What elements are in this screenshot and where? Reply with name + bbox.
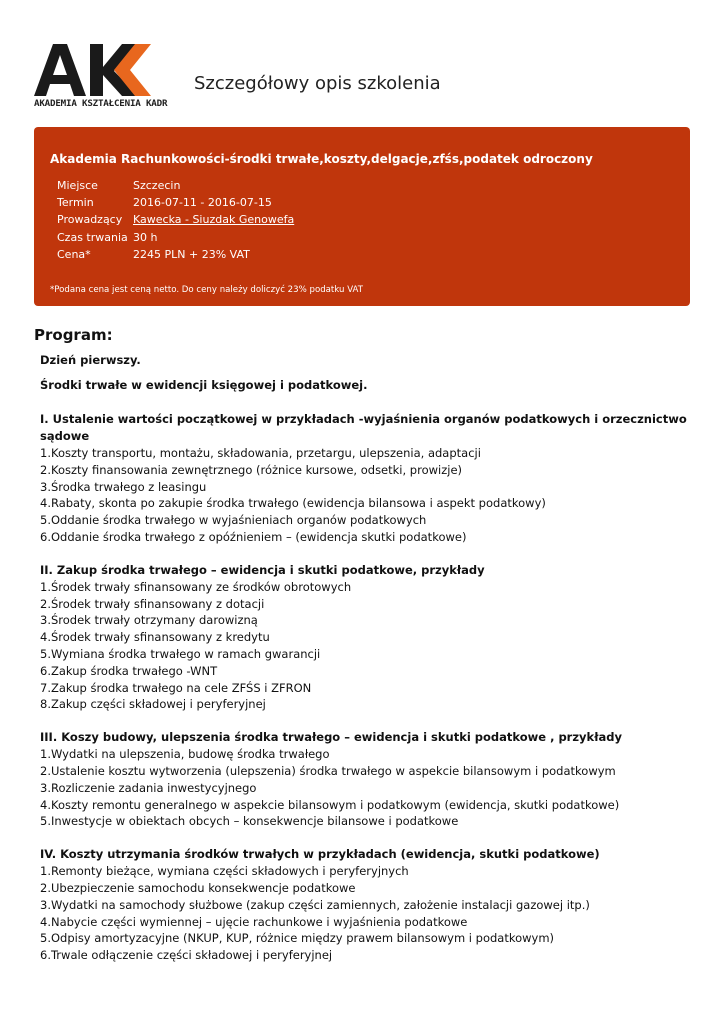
course-info-panel bbox=[34, 127, 690, 306]
price-note: *Podana cena jest ceną netto. Do ceny należy doliczyć 23% podatku VAT bbox=[50, 285, 363, 295]
list-item: 2.Środek trwały sfinansowany z dotacji bbox=[40, 596, 265, 611]
list-item: 1.Koszty transportu, montażu, składowania, przetargu, ulepszenia, adaptacji bbox=[40, 446, 481, 460]
section-3 bbox=[40, 729, 710, 830]
section-list bbox=[40, 445, 710, 546]
detail-label: Prowadzący bbox=[57, 213, 123, 227]
section-4 bbox=[40, 846, 710, 964]
list-item: 1.Remonty bieżące, wymiana części składowych i peryferyjnych bbox=[40, 864, 409, 879]
list-item: 3.Wydatki na samochody służbowe (zakup części zamiennych, założenie instalacji gazowej itp.) bbox=[40, 897, 590, 912]
list-item: 4.Koszty remontu generalnego w aspekcie bilansowym i podatkowym (ewidencja, skutki podatkowe) bbox=[40, 797, 620, 812]
section-title: III. Koszy budowy, ulepszenia środka trwałego – ewidencja i skutki podatkowe , przykłady bbox=[40, 730, 622, 745]
list-item: 2.Ustalenie kosztu wytworzenia (ulepszenia) środka trwałego w aspekcie bilansowym i podatkowym bbox=[40, 763, 616, 778]
section-list bbox=[40, 863, 710, 964]
list-item: 6.Oddanie środka trwałego z opóźnieniem – (ewidencja skutki podatkowe) bbox=[40, 529, 467, 544]
price-value: 2245 PLN + 23% VAT bbox=[133, 247, 250, 261]
detail-label: Cena* bbox=[57, 247, 91, 261]
list-item: 5.Oddanie środka trwałego w wyjaśnieniach organów podatkowych bbox=[40, 513, 427, 528]
section-title: IV. Koszty utrzymania środków trwałych w przykładach (ewidencja, skutki podatkowe) bbox=[40, 847, 600, 862]
detail-row-price bbox=[57, 248, 294, 265]
list-item: 5.Odpisy amortyzacyjne (NKUP, KUP, różnice między prawem bilansowym i podatkowym) bbox=[40, 931, 555, 946]
list-item: 1.Środek trwały sfinansowany ze środków obrotowych bbox=[40, 579, 352, 594]
list-item: 4.Nabycie części wymiennej – ujęcie rachunkowe i wyjaśnienia podatkowe bbox=[40, 914, 468, 929]
topic-subtitle: Środki trwałe w ewidencji księgowej i podatkowej. bbox=[40, 378, 368, 392]
detail-row-date bbox=[57, 196, 294, 213]
list-item: 5.Wymiana środka trwałego w ramach gwarancji bbox=[40, 646, 321, 661]
section-title: I. Ustalenie wartości początkowej w przykładach -wyjaśnienia organów podatkowych i orzecznictwo sądowe bbox=[40, 412, 687, 443]
date-value: 2016-07-11 - 2016-07-15 bbox=[133, 196, 272, 210]
section-title: II. Zakup środka trwałego – ewidencja i skutki podatkowe, przykłady bbox=[40, 562, 485, 577]
program-heading: Program: bbox=[34, 326, 113, 344]
list-item: 6.Zakup środka trwałego -WNT bbox=[40, 663, 218, 678]
list-item: 3.Rozliczenie zadania inwestycyjnego bbox=[40, 780, 257, 795]
list-item: 2.Koszty finansowania zewnętrznego (różnice kursowe, odsetki, prowizje) bbox=[40, 462, 463, 477]
company-logo bbox=[34, 44, 174, 116]
list-item: 3.Środka trwałego z leasingu bbox=[40, 479, 207, 494]
list-item: 4.Rabaty, skonta po zakupie środka trwałego (ewidencja bilansowa i aspekt podatkowy) bbox=[40, 496, 546, 511]
page-title: Szczegółowy opis szkolenia bbox=[194, 73, 441, 94]
section-list bbox=[40, 746, 710, 830]
place-value: Szczecin bbox=[133, 179, 181, 192]
duration-value: 30 h bbox=[133, 230, 158, 244]
detail-row-place bbox=[57, 179, 294, 196]
section-2 bbox=[40, 562, 710, 713]
course-details bbox=[57, 179, 294, 265]
day-heading: Dzień pierwszy. bbox=[40, 353, 141, 367]
list-item: 7.Zakup środka trwałego na cele ZFŚS i ZFRON bbox=[40, 680, 312, 695]
list-item: 5.Inwestycje w obiektach obcych – konsekwencje bilansowe i podatkowe bbox=[40, 814, 459, 829]
section-1 bbox=[40, 411, 710, 546]
detail-label: Czas trwania bbox=[57, 230, 128, 244]
trainer-link[interactable]: Kawecka - Siuzdak Genowefa bbox=[133, 213, 295, 227]
logo-caption: AKADEMIA KSZTAŁCENIA KADR bbox=[34, 98, 168, 109]
list-item: 8.Zakup części składowej i peryferyjnej bbox=[40, 697, 266, 712]
list-item: 1.Wydatki na ulepszenia, budowę środka trwałego bbox=[40, 747, 330, 762]
detail-label: Termin bbox=[57, 196, 94, 210]
list-item: 3.Środek trwały otrzymany darowizną bbox=[40, 613, 258, 628]
detail-label: Miejsce bbox=[57, 179, 98, 192]
list-item: 6.Trwale odłączenie części składowej i peryferyjnej bbox=[40, 948, 333, 963]
detail-row-trainer bbox=[57, 213, 294, 230]
logo-mark bbox=[34, 44, 174, 96]
program-content bbox=[40, 351, 710, 964]
list-item: 2.Ubezpieczenie samochodu konsekwencje podatkowe bbox=[40, 880, 356, 895]
section-list bbox=[40, 579, 710, 713]
detail-row-duration bbox=[57, 231, 294, 248]
course-title: Akademia Rachunkowości-środki trwałe,koszty,delgacje,zfśs,podatek odroczony bbox=[50, 152, 593, 166]
list-item: 4.Środek trwały sfinansowany z kredytu bbox=[40, 630, 270, 645]
